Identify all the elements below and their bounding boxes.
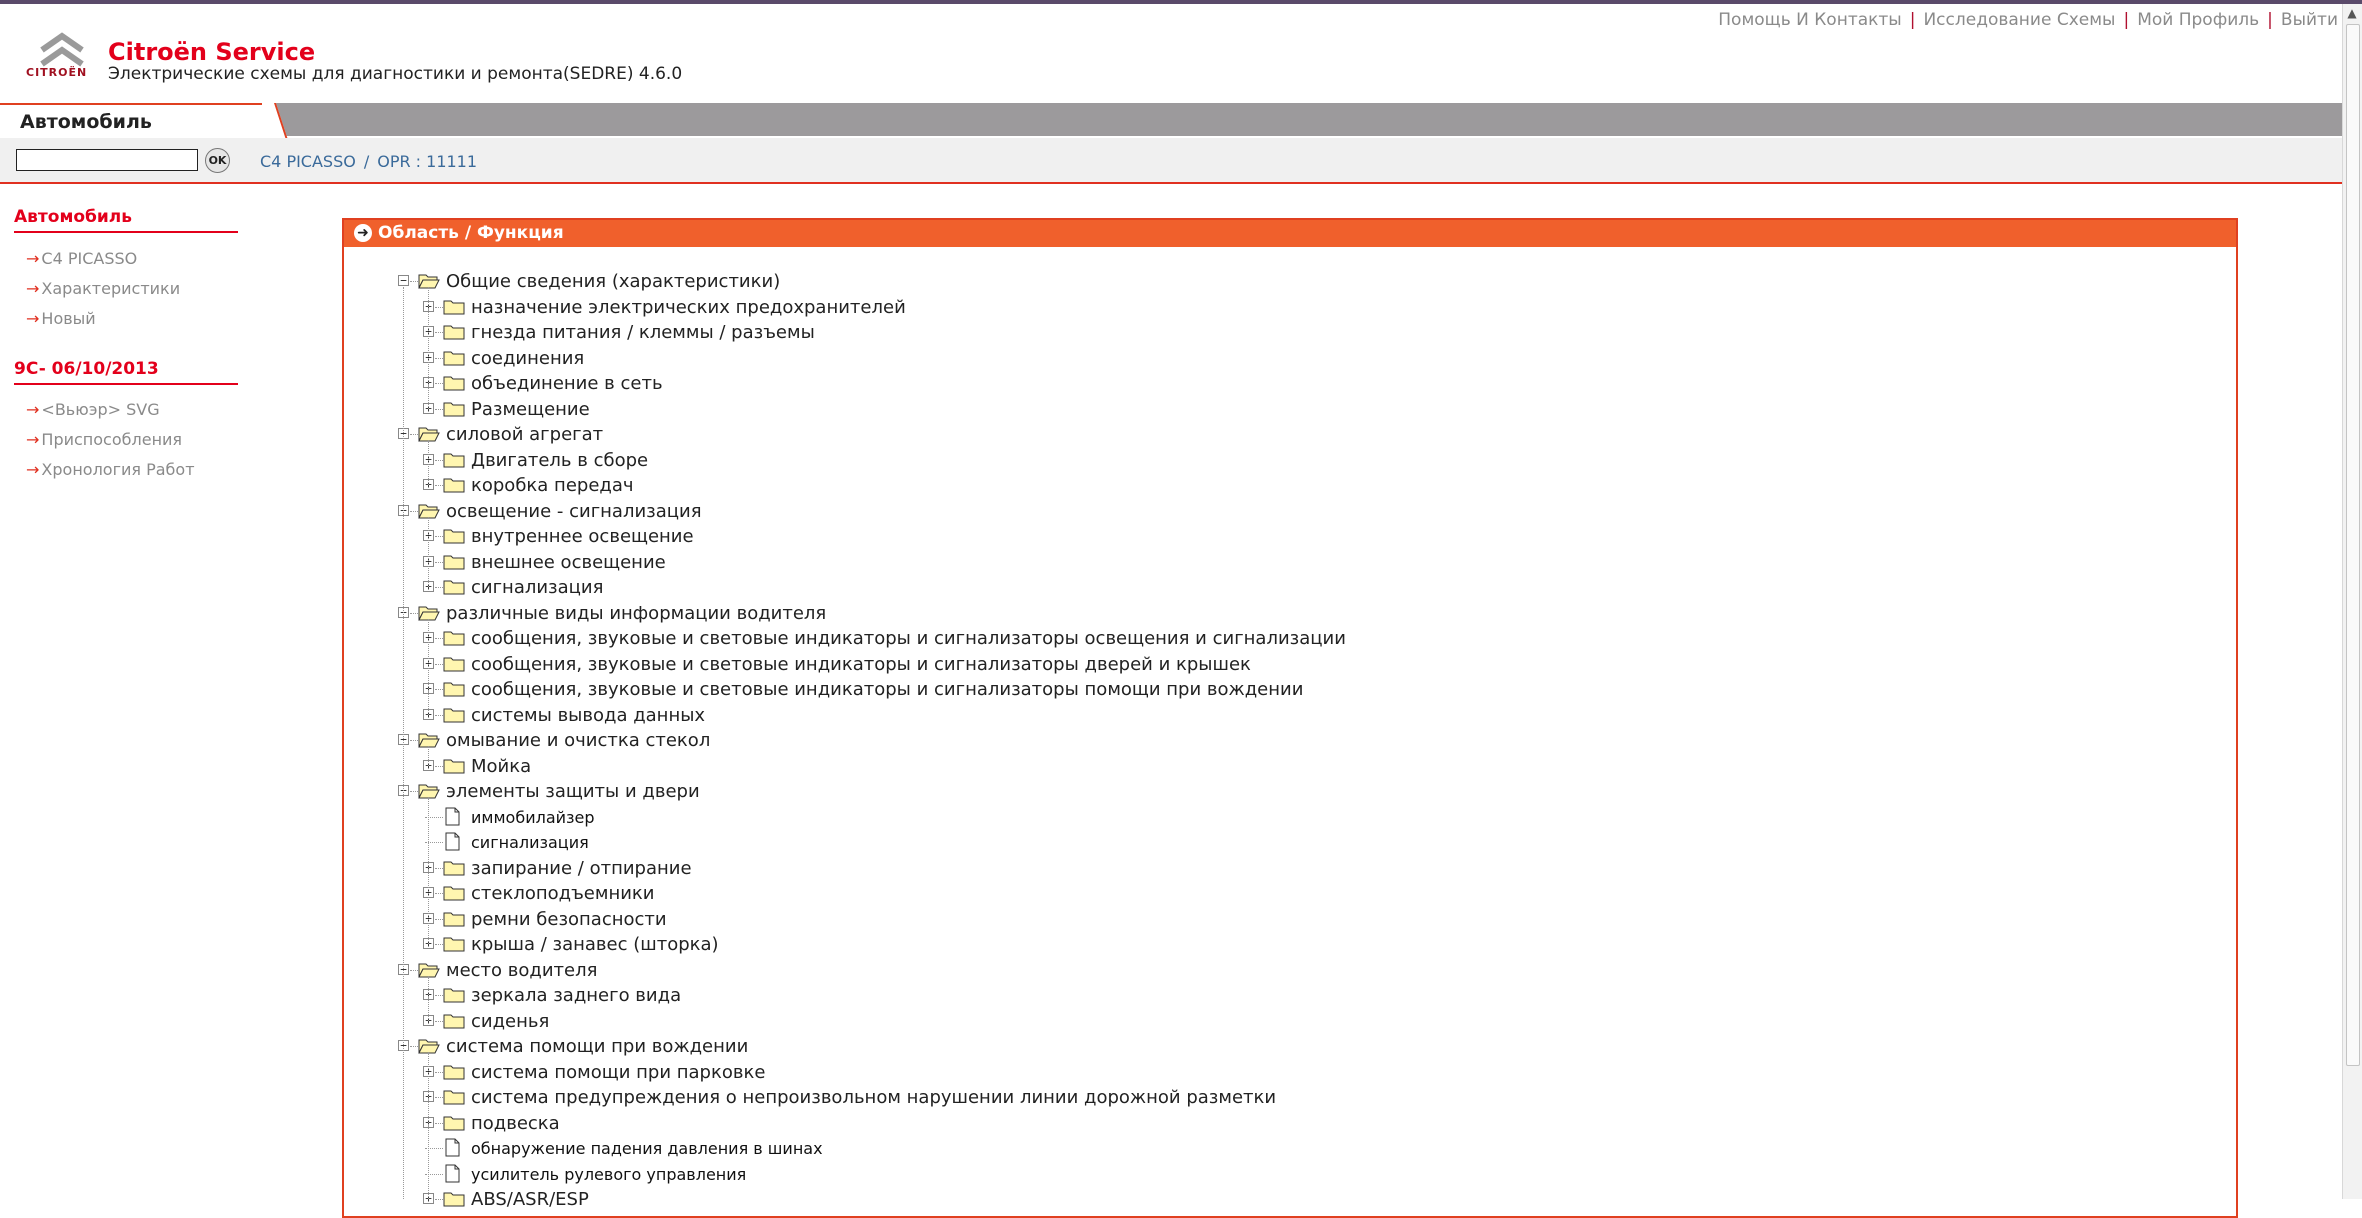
tree-node-label[interactable]: сообщения, звуковые и световые индикаторы и сигнализаторы дверей и крышек [471, 653, 1251, 675]
tree-connector [435, 562, 443, 563]
collapse-icon[interactable]: − [398, 734, 409, 745]
tree-node-label[interactable]: сиденья [471, 1010, 550, 1032]
my-profile-link[interactable]: Мой Профиль [2137, 10, 2260, 30]
logo-text: CITROËN [26, 66, 88, 79]
tree-connector [435, 383, 443, 384]
folder-icon [443, 1114, 465, 1131]
tree-node-label[interactable]: иммобилайзер [471, 807, 595, 827]
tree-node-label[interactable]: назначение электрических предохранителей [471, 296, 906, 318]
scrollbar-thumb[interactable] [2346, 24, 2360, 1066]
expand-icon[interactable]: + [423, 1117, 434, 1128]
tree-node-label[interactable]: силовой агрегат [446, 424, 604, 445]
folder-open-icon [418, 502, 440, 519]
tree-node-label[interactable]: место водителя [446, 959, 598, 981]
arrow-right-icon: → [26, 460, 40, 479]
folder-open-icon [418, 604, 440, 621]
tree-branch-line [428, 619, 429, 715]
expand-icon[interactable]: + [423, 632, 434, 643]
folder-icon [443, 706, 465, 723]
tree-node-label[interactable]: внешнее освещение [471, 551, 666, 573]
sidebar-item-characteristics[interactable]: → Характеристики [26, 279, 181, 298]
folder-icon [443, 1063, 465, 1080]
expand-icon[interactable]: + [423, 989, 434, 1000]
tree-connector [410, 511, 418, 512]
tree-node-label[interactable]: омывание и очистка стекол [446, 730, 711, 751]
tree-node-label[interactable]: ремни безопасности [471, 908, 667, 930]
sidebar-item-new[interactable]: → Новый [26, 309, 96, 328]
sidebar-section-vehicle-title: Автомобиль [14, 207, 238, 233]
folder-icon [443, 1088, 465, 1105]
tree-node-label[interactable]: подвеска [471, 1112, 560, 1134]
logout-link[interactable]: Выйти [2280, 10, 2338, 30]
expand-icon[interactable]: + [423, 352, 434, 363]
expand-icon[interactable]: + [423, 709, 434, 720]
tree-connector [435, 409, 443, 410]
expand-icon[interactable]: + [423, 377, 434, 388]
folder-icon [443, 553, 465, 570]
expand-icon[interactable]: + [423, 1066, 434, 1077]
folder-icon [443, 859, 465, 876]
tree-node-label[interactable]: освещение - сигнализация [446, 500, 702, 522]
tree-node-label[interactable]: сообщения, звуковые и световые индикаторы и сигнализаторы помощи при вождении [471, 679, 1304, 700]
tree-node-label[interactable]: система помощи при парковке [471, 1061, 766, 1083]
folder-icon [443, 680, 465, 697]
collapse-icon[interactable]: − [398, 505, 409, 516]
folder-icon [443, 935, 465, 952]
tree-connector [435, 715, 443, 716]
expand-icon[interactable]: + [423, 479, 434, 490]
tree-node-label[interactable]: объединение в сеть [471, 373, 663, 394]
link-separator: | [2123, 10, 2130, 30]
folder-icon [443, 757, 465, 774]
sidebar-item-history[interactable]: → Хронология Работ [26, 460, 195, 479]
folder-icon [443, 400, 465, 417]
folder-icon [443, 527, 465, 544]
tree-connector [435, 944, 443, 945]
folder-open-icon [418, 272, 440, 289]
arrow-right-icon: → [26, 430, 40, 449]
collapse-icon[interactable]: − [398, 964, 409, 975]
tree-connector [435, 358, 443, 359]
tree-node-label[interactable]: коробка передач [471, 475, 634, 496]
panel-title: Область / Функция [378, 223, 564, 243]
tree-node-label[interactable]: Размещение [471, 398, 590, 420]
window-top-border [0, 0, 2362, 4]
expand-icon[interactable]: + [423, 403, 434, 414]
collapse-icon[interactable]: − [398, 275, 409, 286]
folder-icon [443, 349, 465, 366]
folder-icon [443, 884, 465, 901]
arrow-right-icon: → [26, 400, 40, 419]
tree-node-label[interactable]: элементы защиты и двери [446, 781, 700, 802]
folder-icon [443, 323, 465, 340]
tree-connector [435, 893, 443, 894]
tree-connector [435, 1021, 443, 1022]
sidebar-item-tools[interactable]: → Приспособления [26, 430, 183, 449]
breadcrumb [260, 152, 477, 171]
app-subtitle: Электрические схемы для диагностики и ремонта(SEDRE) 4.6.0 [108, 64, 683, 84]
folder-open-icon [418, 1037, 440, 1054]
tree-connector [410, 613, 418, 614]
tree-connector [435, 766, 443, 767]
folder-open-icon [418, 782, 440, 799]
tab-bar [0, 103, 2342, 136]
expand-icon[interactable]: + [423, 581, 434, 592]
tree-connector [410, 970, 418, 971]
tree-connector [410, 1046, 418, 1047]
help-contacts-link[interactable]: Помощь И Контакты [1718, 10, 1902, 30]
tree-connector [435, 485, 443, 486]
expand-icon[interactable]: + [423, 683, 434, 694]
document-icon [445, 1138, 460, 1157]
tree-branch-line [428, 976, 429, 1021]
tree-branch-line [428, 440, 429, 485]
ok-button[interactable]: OK [205, 148, 230, 173]
arrow-right-icon: → [26, 309, 40, 328]
expand-icon[interactable]: + [423, 530, 434, 541]
arrow-right-icon: → [26, 279, 40, 298]
tree-node-label[interactable]: Мойка [471, 755, 532, 777]
tree-connector [435, 1097, 443, 1098]
folder-icon [443, 374, 465, 391]
tree-spine [403, 287, 404, 1199]
tree-connector [410, 281, 418, 282]
folder-open-icon [418, 731, 440, 748]
tree-node-label[interactable]: внутреннее освещение [471, 526, 694, 547]
document-icon [445, 832, 460, 851]
tree-node-label[interactable]: система предупреждения о непроизвольном нарушении линии дорожной разметки [471, 1087, 1277, 1108]
folder-icon [443, 451, 465, 468]
link-separator: | [1909, 10, 1916, 30]
folder-icon [443, 986, 465, 1003]
document-icon [445, 807, 460, 826]
tree-node-label[interactable]: Общие сведения (характеристики) [446, 271, 781, 292]
tree-node-label[interactable]: системы вывода данных [471, 704, 706, 726]
tree-connector [435, 307, 443, 308]
tree-node-label[interactable]: сообщения, звуковые и световые индикаторы и сигнализаторы освещения и сигнализации [471, 628, 1346, 649]
top-links [1718, 10, 2338, 30]
collapse-icon[interactable]: − [398, 1040, 409, 1051]
breadcrumb-separator: / [363, 152, 370, 171]
folder-icon [443, 910, 465, 927]
collapse-icon[interactable]: − [398, 785, 409, 796]
folder-icon [443, 1012, 465, 1029]
folder-open-icon [418, 961, 440, 978]
tree-connector [435, 460, 443, 461]
tree-connector [410, 434, 418, 435]
document-icon [445, 1164, 460, 1183]
explore-schema-link[interactable]: Исследование Схемы [1923, 10, 2116, 30]
tree-connector [435, 689, 443, 690]
expand-icon[interactable]: + [423, 454, 434, 465]
tree-connector [435, 919, 443, 920]
tree-connector [435, 638, 443, 639]
tree-connector [435, 664, 443, 665]
breadcrumb-model[interactable]: C4 PICASSO [260, 152, 356, 171]
tree-connector [435, 995, 443, 996]
breadcrumb-opr[interactable]: OPR : 11111 [377, 152, 478, 171]
tab-vehicle-label[interactable]: Автомобиль [20, 111, 152, 133]
tree-connector [435, 587, 443, 588]
panel-header [344, 220, 2236, 247]
tree-node-label[interactable]: гнезда питания / клеммы / разъемы [471, 322, 815, 343]
tree-node-label[interactable]: сигнализация [471, 577, 604, 598]
tree-node-label[interactable]: запирание / отпирание [471, 857, 692, 879]
tree-connector [435, 1199, 443, 1200]
tree-branch-line [428, 797, 429, 944]
tree-connector [435, 1123, 443, 1124]
tree-node-label[interactable]: обнаружение падения давления в шинах [471, 1139, 823, 1158]
tree-branch-line [428, 746, 429, 766]
tree-node-label[interactable]: различные виды информации водителя [446, 602, 827, 624]
folder-icon [443, 629, 465, 646]
expand-icon[interactable]: + [423, 301, 434, 312]
expand-icon[interactable]: + [423, 1091, 434, 1102]
tree-node-label[interactable]: крыша / занавес (шторка) [471, 934, 719, 955]
tree-node-label[interactable]: система помощи при вождении [446, 1036, 749, 1057]
tree-connector [410, 740, 418, 741]
expand-icon[interactable]: + [423, 1193, 434, 1204]
sidebar-section-date-title: 9C- 06/10/2013 [14, 359, 238, 385]
tree-node-label[interactable]: ABS/ASR/ESP [471, 1189, 589, 1210]
collapse-icon[interactable]: − [398, 607, 409, 618]
tree-node-label[interactable]: Двигатель в сборе [471, 449, 649, 471]
expand-icon[interactable]: + [423, 1015, 434, 1026]
tree-node-label[interactable]: усилитель рулевого управления [471, 1164, 747, 1184]
expand-icon[interactable]: + [423, 326, 434, 337]
folder-icon [443, 476, 465, 493]
expand-icon[interactable]: + [423, 887, 434, 898]
link-separator: | [2267, 10, 2273, 30]
tree-connector [435, 1072, 443, 1073]
scroll-up-icon[interactable]: ▲ [2347, 6, 2357, 20]
tree-connector [435, 868, 443, 869]
vin-search-input[interactable] [16, 149, 198, 171]
app-title: Citroën Service [108, 38, 316, 66]
tree-node-label[interactable]: зеркала заднего вида [471, 985, 682, 1006]
tree-branch-line [428, 287, 429, 409]
tree-branch-line [428, 517, 429, 588]
sidebar-item-model[interactable]: → C4 PICASSO [26, 249, 138, 268]
tree-node-label[interactable]: сигнализация [471, 833, 589, 852]
vertical-scrollbar[interactable] [2342, 4, 2362, 1199]
folder-icon [443, 578, 465, 595]
arrow-right-icon: → [26, 249, 40, 268]
tree-connector [435, 332, 443, 333]
arrow-circle-icon: ➜ [354, 224, 372, 242]
tree-branch-line [428, 1052, 429, 1199]
folder-icon [443, 655, 465, 672]
tree-connector [410, 791, 418, 792]
tree-node-label[interactable]: стеклоподъемники [471, 883, 655, 904]
expand-icon[interactable]: + [423, 938, 434, 949]
expand-icon[interactable]: + [423, 760, 434, 771]
sidebar-item-svg-viewer[interactable]: → <Вьюэр> SVG [26, 400, 160, 419]
tree-connector [435, 536, 443, 537]
expand-icon[interactable]: + [423, 862, 434, 873]
collapse-icon[interactable]: − [398, 428, 409, 439]
folder-icon [443, 298, 465, 315]
tree-node-label[interactable]: соединения [471, 347, 585, 369]
expand-icon[interactable]: + [423, 556, 434, 567]
expand-icon[interactable]: + [423, 658, 434, 669]
expand-icon[interactable]: + [423, 913, 434, 924]
folder-open-icon [418, 425, 440, 442]
